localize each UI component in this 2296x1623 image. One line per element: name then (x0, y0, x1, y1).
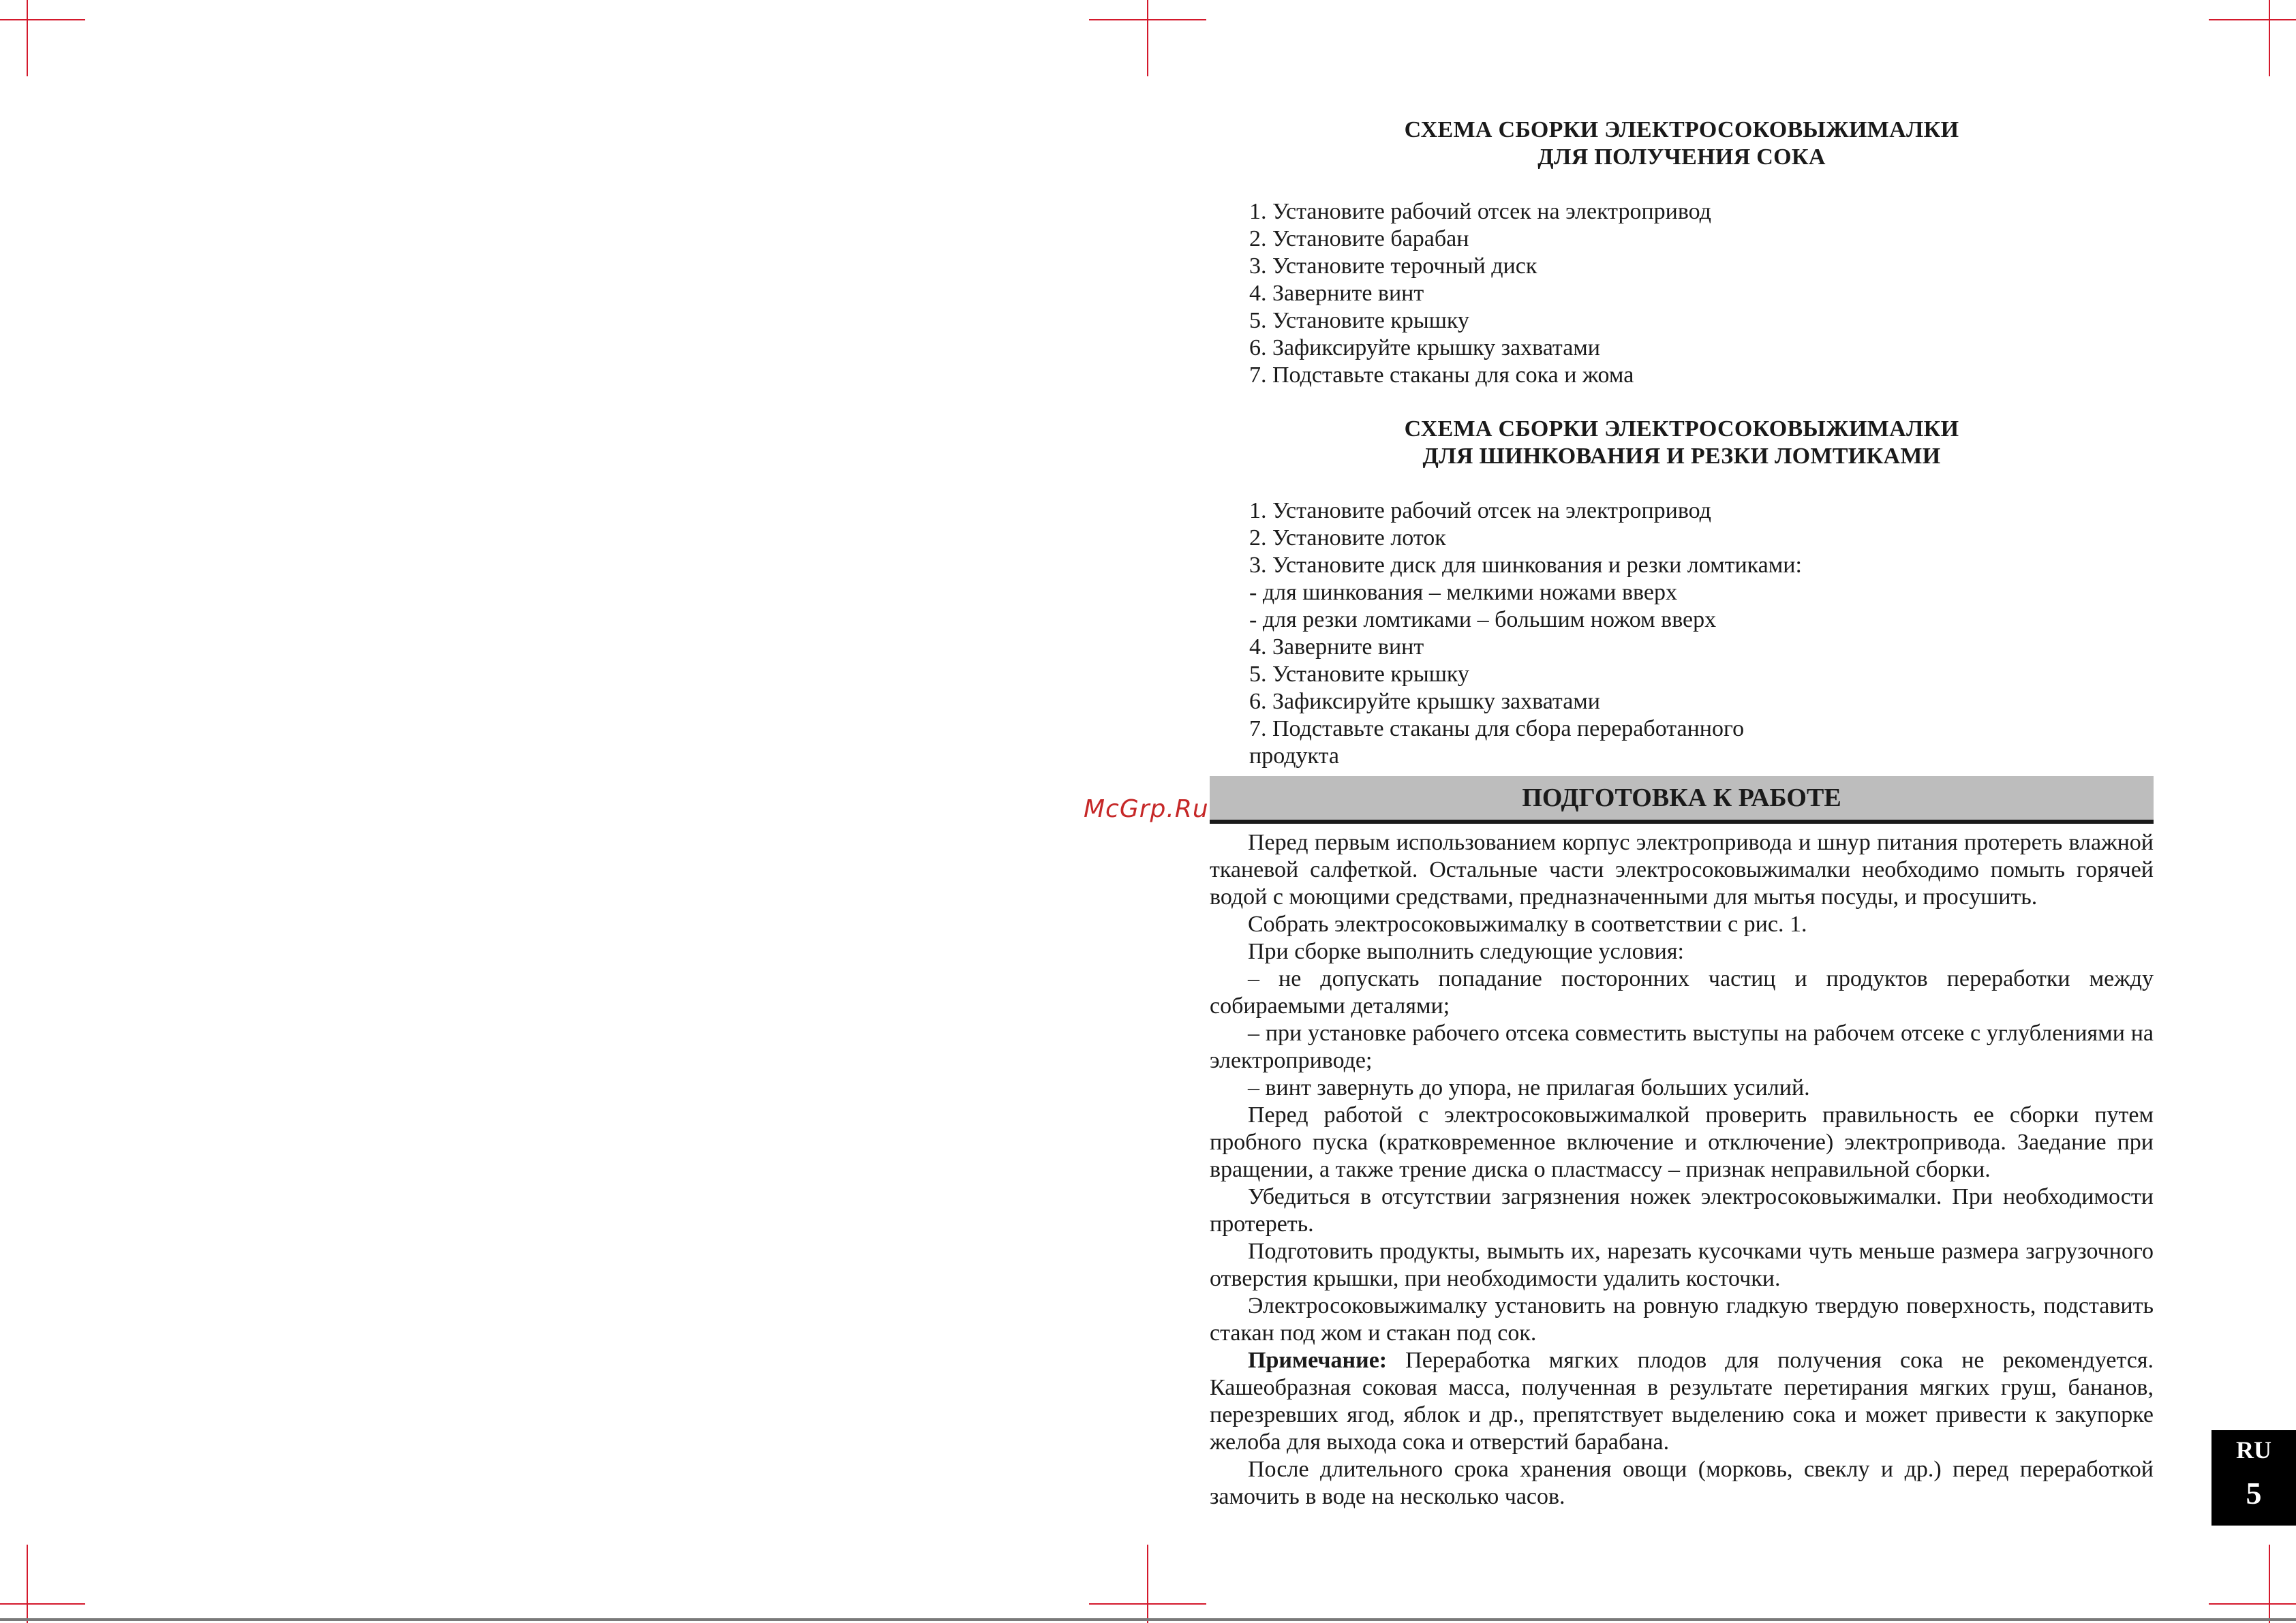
slicing-assembly-steps (1249, 497, 2135, 770)
list-item: 6. Зафиксируйте крышку захватами (1249, 335, 1600, 360)
list-item: 1. Установите рабочий отсек на электропривод (1249, 199, 1711, 224)
crop-mark (1147, 0, 1148, 76)
paragraph: После длительного срока хранения овощи (морковь, свеклу и др.) перед переработкой замочить в воде на несколько часов. (1210, 1457, 2154, 1509)
list-item: - для шинкования – мелкими ножами вверх (1249, 580, 1677, 605)
note-paragraph (1210, 1347, 2154, 1456)
paragraph: При сборке выполнить следующие условия: (1248, 939, 1684, 964)
crop-mark (27, 1545, 28, 1623)
juice-assembly-title-line2: ДЛЯ ПОЛУЧЕНИЯ СОКА (1537, 144, 1826, 170)
paragraph: Перед первым использованием корпус электропривода и шнур питания протереть влажной тканевой салфеткой. Остальные части электросоковыжималки необходимо помыть горячей водой с моющими средствами, предназначенными для мытья посуды, и просушить. (1210, 830, 2154, 910)
list-item: 2. Установите барабан (1249, 226, 1469, 251)
crop-mark (2209, 1603, 2296, 1605)
slicing-assembly-title-line2: ДЛЯ ШИНКОВАНИЯ И РЕЗКИ ЛОМТИКАМИ (1422, 444, 1941, 469)
crop-mark (2209, 19, 2296, 20)
list-item: 4. Заверните винт (1249, 281, 1424, 306)
paragraph: Подготовить продукты, вымыть их, нарезать кусочками чуть меньше размера загрузочного отверстия крышки, при необходимости удалить косточки. (1210, 1239, 2154, 1291)
crop-mark (1147, 1545, 1148, 1623)
paragraph: – при установке рабочего отсека совместить выступы на рабочем отсеке с углублениями на электроприводе; (1210, 1021, 2154, 1073)
preparation-body (1210, 829, 2154, 1511)
list-item: 3. Установите терочный диск (1249, 253, 1537, 279)
crop-mark (0, 19, 85, 20)
list-item: 7. Подставьте стаканы для сбора переработанного (1249, 716, 1745, 741)
crop-mark (0, 1603, 85, 1605)
paragraph: – не допускать попадание посторонних частиц и продуктов переработки между собираемыми деталями; (1210, 966, 2154, 1019)
note-label: Примечание: (1248, 1348, 1388, 1373)
list-item: 7. Подставьте стаканы для сока и жома (1249, 362, 1634, 388)
paragraph: – винт завернуть до упора, не прилагая больших усилий. (1248, 1075, 1810, 1100)
page-bottom-edge (0, 1618, 2296, 1621)
paragraph: Убедиться в отсутствии загрязнения ножек электросоковыжималки. При необходимости протереть. (1210, 1184, 2154, 1237)
crop-mark (2269, 0, 2270, 76)
juice-assembly-steps (1249, 198, 2135, 389)
list-item: - для резки ломтиками – большим ножом вверх (1249, 607, 1717, 632)
list-item: 3. Установите диск для шинкования и резки ломтиками: (1249, 553, 1802, 578)
preparation-section-title: ПОДГОТОВКА К РАБОТЕ (1210, 776, 2154, 824)
slicing-assembly-heading (1210, 416, 2154, 470)
page-marker (2211, 1430, 2296, 1526)
list-item: 6. Зафиксируйте крышку захватами (1249, 689, 1600, 714)
language-code: RU (2236, 1436, 2271, 1464)
list-item: продукта (1249, 743, 1339, 769)
list-item: 5. Установите крышку (1249, 308, 1469, 333)
list-item: 5. Установите крышку (1249, 662, 1469, 687)
watermark: McGrp.Ru (1084, 795, 1209, 823)
list-item: 4. Заверните винт (1249, 634, 1424, 660)
paragraph: Электросоковыжималку установить на ровную гладкую твердую поверхность, подставить стакан под жом и стакан под сок. (1210, 1293, 2154, 1346)
slicing-assembly-title-line1: СХЕМА СБОРКИ ЭЛЕКТРОСОКОВЫЖИМАЛКИ (1404, 416, 1959, 442)
crop-mark (2269, 1545, 2270, 1623)
juice-assembly-title-line1: СХЕМА СБОРКИ ЭЛЕКТРОСОКОВЫЖИМАЛКИ (1404, 117, 1959, 142)
page-number: 5 (2246, 1476, 2262, 1511)
paragraph: Перед работой с электросоковыжималкой проверить правильность ее сборки путем пробного пуска (кратковременное включение и отключение) электропривода. Заедание при вращении, а также трение диска о пластмассу – признак неправильной сборки. (1210, 1102, 2154, 1182)
juice-assembly-heading (1210, 117, 2154, 171)
crop-mark (27, 0, 28, 76)
list-item: 2. Установите лоток (1249, 525, 1446, 551)
list-item: 1. Установите рабочий отсек на электропривод (1249, 498, 1711, 523)
note-text: Переработка мягких плодов для получения сока не рекомендуется. Кашеобразная соковая масса, полученная в результате перетирания мягких груш, бананов, перезревших ягод, яблок и др., препятствует выделению сока и может привести к закупорке желоба для выхода сока и отверстий барабана. (1210, 1348, 2154, 1455)
paragraph: Собрать электросоковыжималку в соответствии с рис. 1. (1248, 912, 1807, 937)
